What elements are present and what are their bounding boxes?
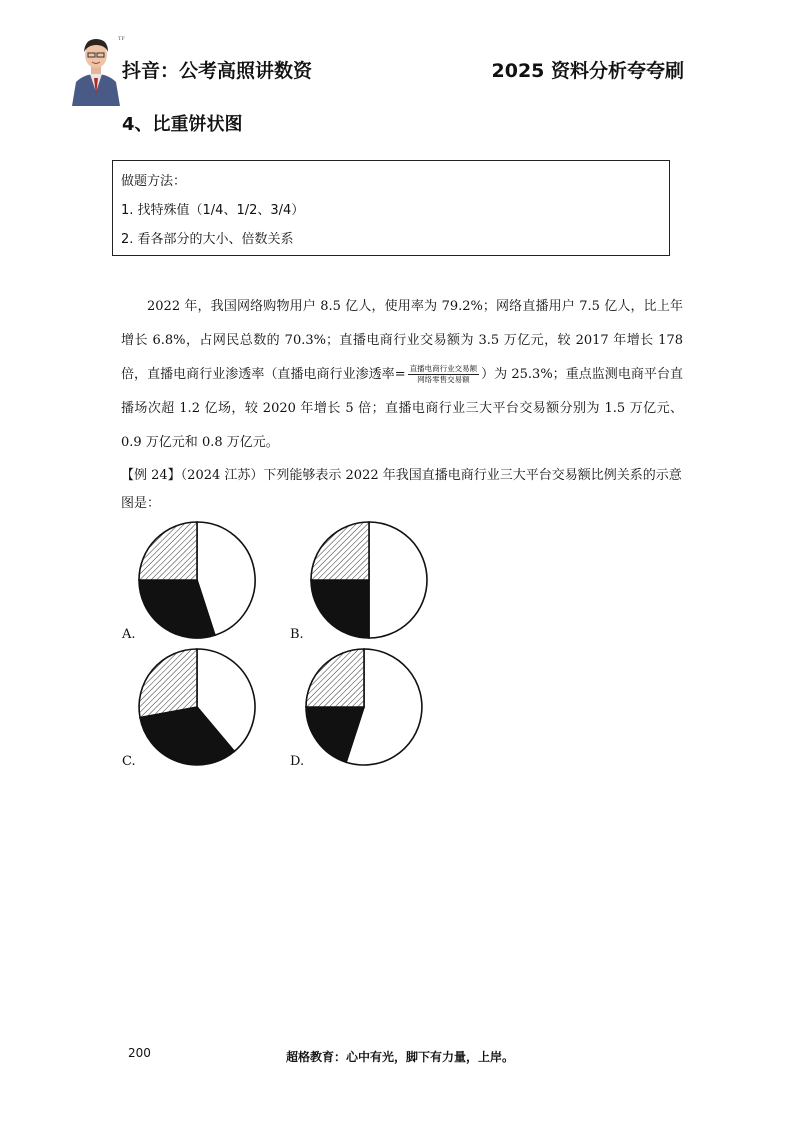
pie-option-a[interactable]: [137, 520, 257, 640]
pie-slice-hatched: [139, 522, 197, 580]
method-box: [112, 160, 670, 256]
passage-text: ）为 25.3%；重点监测电商平台直播场次超 1.2 亿场，较 2020 年增长 5 倍；直播电商行业三大平台交易额分别为 1.5 万亿元、0.9 万亿元和 0.8 万亿元。: [121, 367, 683, 450]
passage: [121, 290, 683, 460]
method-item: 2. 看各部分的大小、倍数关系: [121, 232, 294, 247]
footer-slogan: 超格教育：心中有光，脚下有力量，上岸。: [285, 1050, 514, 1064]
method-item: 1. 找特殊值（1/4、1/2、3/4）: [121, 203, 305, 218]
header-channel: 抖音：公考高照讲数资: [122, 60, 313, 82]
passage-text: 2022 年，我国网络购物用户 8.5 亿人，使用率为 79.2%；网络直播用户 7.5 亿人，比上年增长 6.8%，占网民总数的 70.3%；直播电商行业交易额为 3.5 万亿元，较 2017 年增长 178 倍，直播电商行业渗透率（直播电商行业渗透率=: [121, 299, 683, 382]
header-course-title: 2025 资料分析夸夸刷: [491, 60, 684, 82]
pie-option-b[interactable]: [309, 520, 429, 640]
teacher-avatar: [68, 30, 124, 106]
fraction-numerator: 直播电商行业交易额: [409, 364, 478, 373]
pie-option-c[interactable]: [137, 647, 257, 767]
option-label-a: A.: [122, 627, 136, 642]
pie-slice-hatched: [139, 649, 197, 718]
question-text: 【例 24】（2024 江苏）下列能够表示 2022 年我国直播电商行业三大平台交易额比例关系的示意图是：: [121, 468, 682, 511]
option-label-c: C.: [122, 754, 136, 769]
svg-text:TF: TF: [118, 36, 125, 42]
method-heading: 做题方法：: [121, 174, 187, 189]
fraction-denominator: 网络零售交易额: [417, 375, 470, 384]
section-title: 4、比重饼状图: [122, 114, 243, 135]
fraction: [408, 364, 480, 385]
pie-slice-white: [369, 522, 427, 638]
pie-option-d[interactable]: [304, 647, 424, 767]
option-label-b: B.: [290, 627, 304, 642]
option-label-d: D.: [290, 754, 305, 769]
pie-slice-black: [311, 580, 369, 638]
page-number: 200: [128, 1046, 151, 1060]
pie-slice-hatched: [311, 522, 369, 580]
pie-slice-hatched: [306, 649, 364, 707]
